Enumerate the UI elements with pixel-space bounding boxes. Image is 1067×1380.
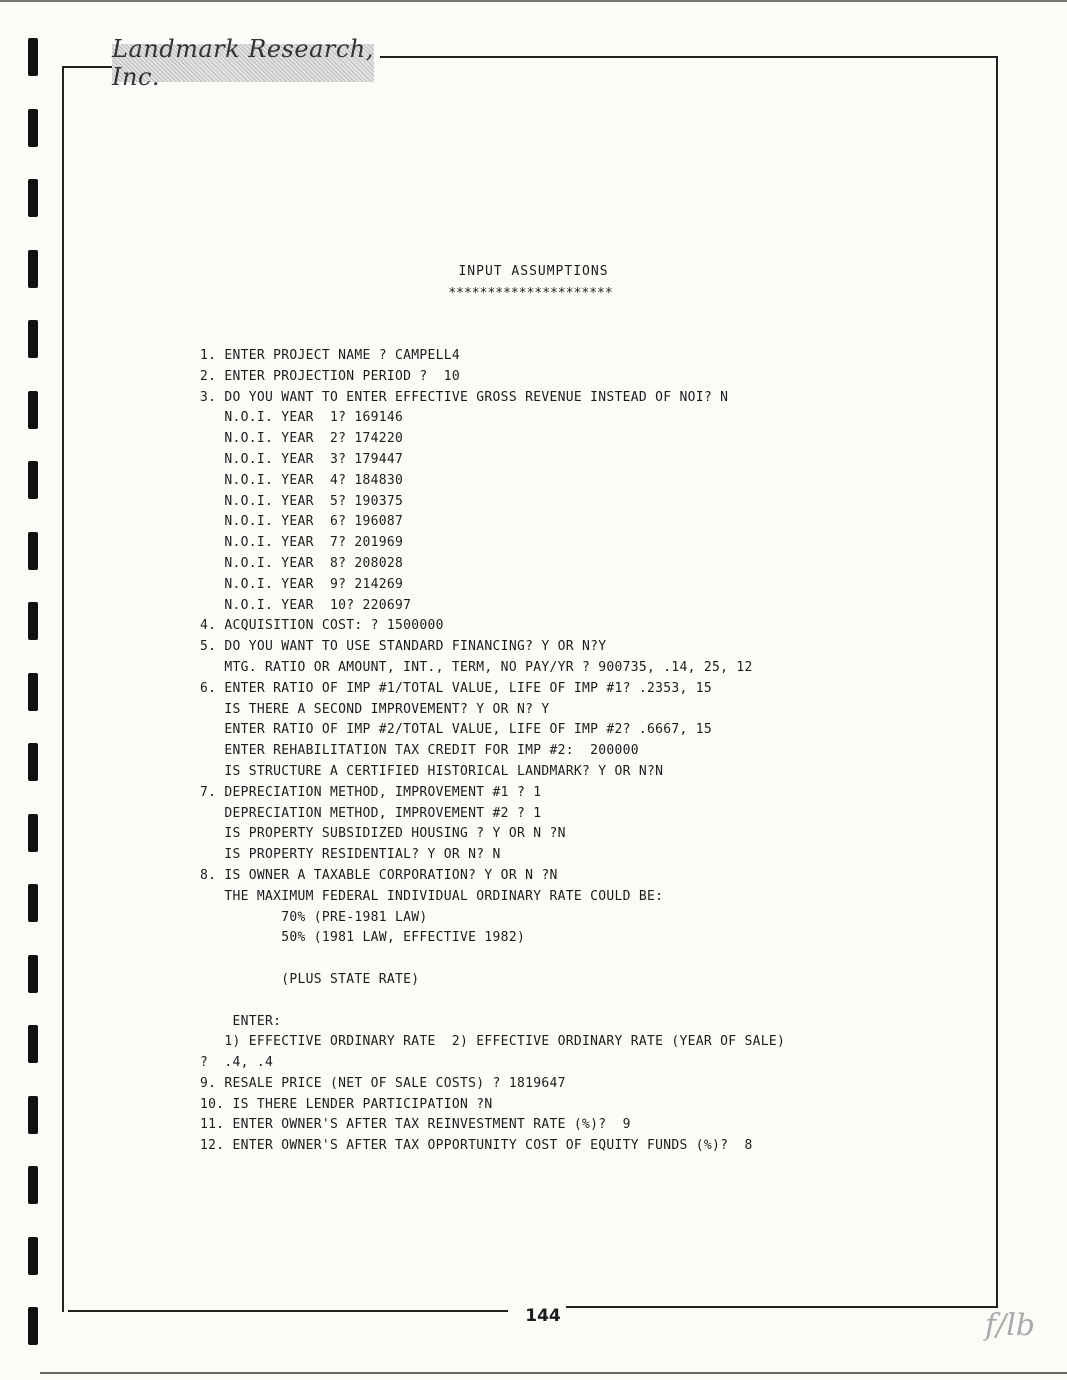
punch-mark (28, 1025, 38, 1063)
listing-line: N.O.I. YEAR 6? 196087 (200, 514, 404, 530)
punch-mark (28, 1307, 38, 1345)
listing-line: N.O.I. YEAR 3? 179447 (200, 451, 404, 467)
listing-line: DEPRECIATION METHOD, IMPROVEMENT #2 ? 1 (200, 805, 542, 821)
listing-line: 12. ENTER OWNER'S AFTER TAX OPPORTUNITY COST OF EQUITY FUNDS (%)? 8 (200, 1138, 753, 1154)
frame-left-line (62, 66, 64, 1312)
punch-mark (28, 532, 38, 570)
listing-line: 2. ENTER PROJECTION PERIOD ? 10 (200, 368, 461, 384)
frame-bottom-right-line (566, 1306, 998, 1308)
punch-mark (28, 391, 38, 429)
listing-line: ENTER: (200, 1013, 282, 1029)
logo-text: Landmark Research, Inc. (112, 35, 374, 91)
listing-line: 1) EFFECTIVE ORDINARY RATE 2) EFFECTIVE ORDINARY RATE (YEAR OF SALE) (200, 1034, 786, 1050)
listing-line: N.O.I. YEAR 5? 190375 (200, 493, 404, 509)
listing-line: IS PROPERTY RESIDENTIAL? Y OR N? N (200, 847, 501, 863)
punch-mark (28, 1096, 38, 1134)
punch-mark (28, 109, 38, 147)
listing-line: N.O.I. YEAR 8? 208028 (200, 555, 404, 571)
punch-mark (28, 673, 38, 711)
punch-mark (28, 461, 38, 499)
punch-mark (28, 743, 38, 781)
listing-line: N.O.I. YEAR 2? 174220 (200, 431, 404, 447)
listing-line: ENTER RATIO OF IMP #2/TOTAL VALUE, LIFE OF IMP #2? .6667, 15 (200, 722, 712, 738)
listing-line: 6. ENTER RATIO OF IMP #1/TOTAL VALUE, LIFE OF IMP #1? .2353, 15 (200, 680, 712, 696)
listing-line: N.O.I. YEAR 10? 220697 (200, 597, 412, 613)
listing-line: 5. DO YOU WANT TO USE STANDARD FINANCING? Y OR N?Y (200, 639, 607, 655)
input-assumptions-listing (200, 346, 785, 1157)
page-title: INPUT ASSUMPTIONS (458, 264, 609, 279)
listing-line: ? .4, .4 (200, 1055, 274, 1071)
listing-line: IS PROPERTY SUBSIDIZED HOUSING ? Y OR N ?N (200, 826, 566, 842)
punch-mark (28, 1237, 38, 1275)
company-logo (112, 35, 374, 91)
listing-line: 1. ENTER PROJECT NAME ? CAMPELL4 (200, 348, 461, 363)
scan-bottom-edge (40, 1372, 1067, 1374)
listing-line: THE MAXIMUM FEDERAL INDIVIDUAL ORDINARY RATE COULD BE: (200, 888, 664, 904)
listing-line: 8. IS OWNER A TAXABLE CORPORATION? Y OR N ?N (200, 867, 558, 883)
listing-line: ENTER REHABILITATION TAX CREDIT FOR IMP #2: 200000 (200, 743, 639, 759)
listing-line: 70% (PRE-1981 LAW) (200, 909, 428, 925)
listing-line (200, 949, 785, 970)
listing-line: IS THERE A SECOND IMPROVEMENT? Y OR N? Y (200, 701, 550, 717)
punch-mark (28, 38, 38, 76)
punch-mark (28, 179, 38, 217)
handwritten-mark: f/lb (985, 1308, 1036, 1343)
listing-line: 9. RESALE PRICE (NET OF SALE COSTS) ? 1819647 (200, 1075, 566, 1091)
listing-line: N.O.I. YEAR 9? 214269 (200, 576, 404, 592)
listing-line: N.O.I. YEAR 1? 169146 (200, 410, 404, 426)
listing-line: 10. IS THERE LENDER PARTICIPATION ?N (200, 1096, 493, 1112)
listing-line: 50% (1981 LAW, EFFECTIVE 1982) (200, 930, 526, 946)
frame-top-right-line (380, 56, 998, 58)
listing-line: N.O.I. YEAR 4? 184830 (200, 472, 404, 488)
listing-line: 7. DEPRECIATION METHOD, IMPROVEMENT #1 ? 1 (200, 784, 542, 800)
listing-line: IS STRUCTURE A CERTIFIED HISTORICAL LANDMARK? Y OR N?N (200, 763, 664, 779)
title-underline: ********************* (448, 286, 613, 301)
punch-mark (28, 814, 38, 852)
scan-top-edge (0, 0, 1067, 2)
listing-line: 4. ACQUISITION COST: ? 1500000 (200, 618, 444, 634)
punch-mark (28, 320, 38, 358)
frame-right-line (996, 56, 998, 1308)
listing-line: 3. DO YOU WANT TO ENTER EFFECTIVE GROSS REVENUE INSTEAD OF NOI? N (200, 389, 729, 405)
punch-mark (28, 955, 38, 993)
listing-line: 11. ENTER OWNER'S AFTER TAX REINVESTMENT RATE (%)? 9 (200, 1117, 631, 1133)
punch-mark (28, 884, 38, 922)
listing-line: N.O.I. YEAR 7? 201969 (200, 535, 404, 551)
binder-punch-marks (28, 38, 40, 1378)
page-number: 144 (525, 1306, 561, 1326)
punch-mark (28, 602, 38, 640)
listing-line (200, 991, 785, 1012)
frame-bottom-left-line (68, 1310, 508, 1312)
punch-mark (28, 1166, 38, 1204)
listing-line: MTG. RATIO OR AMOUNT, INT., TERM, NO PAY/YR ? 900735, .14, 25, 12 (200, 659, 753, 675)
frame-top-left-line (62, 66, 112, 68)
listing-line: (PLUS STATE RATE) (200, 971, 420, 987)
